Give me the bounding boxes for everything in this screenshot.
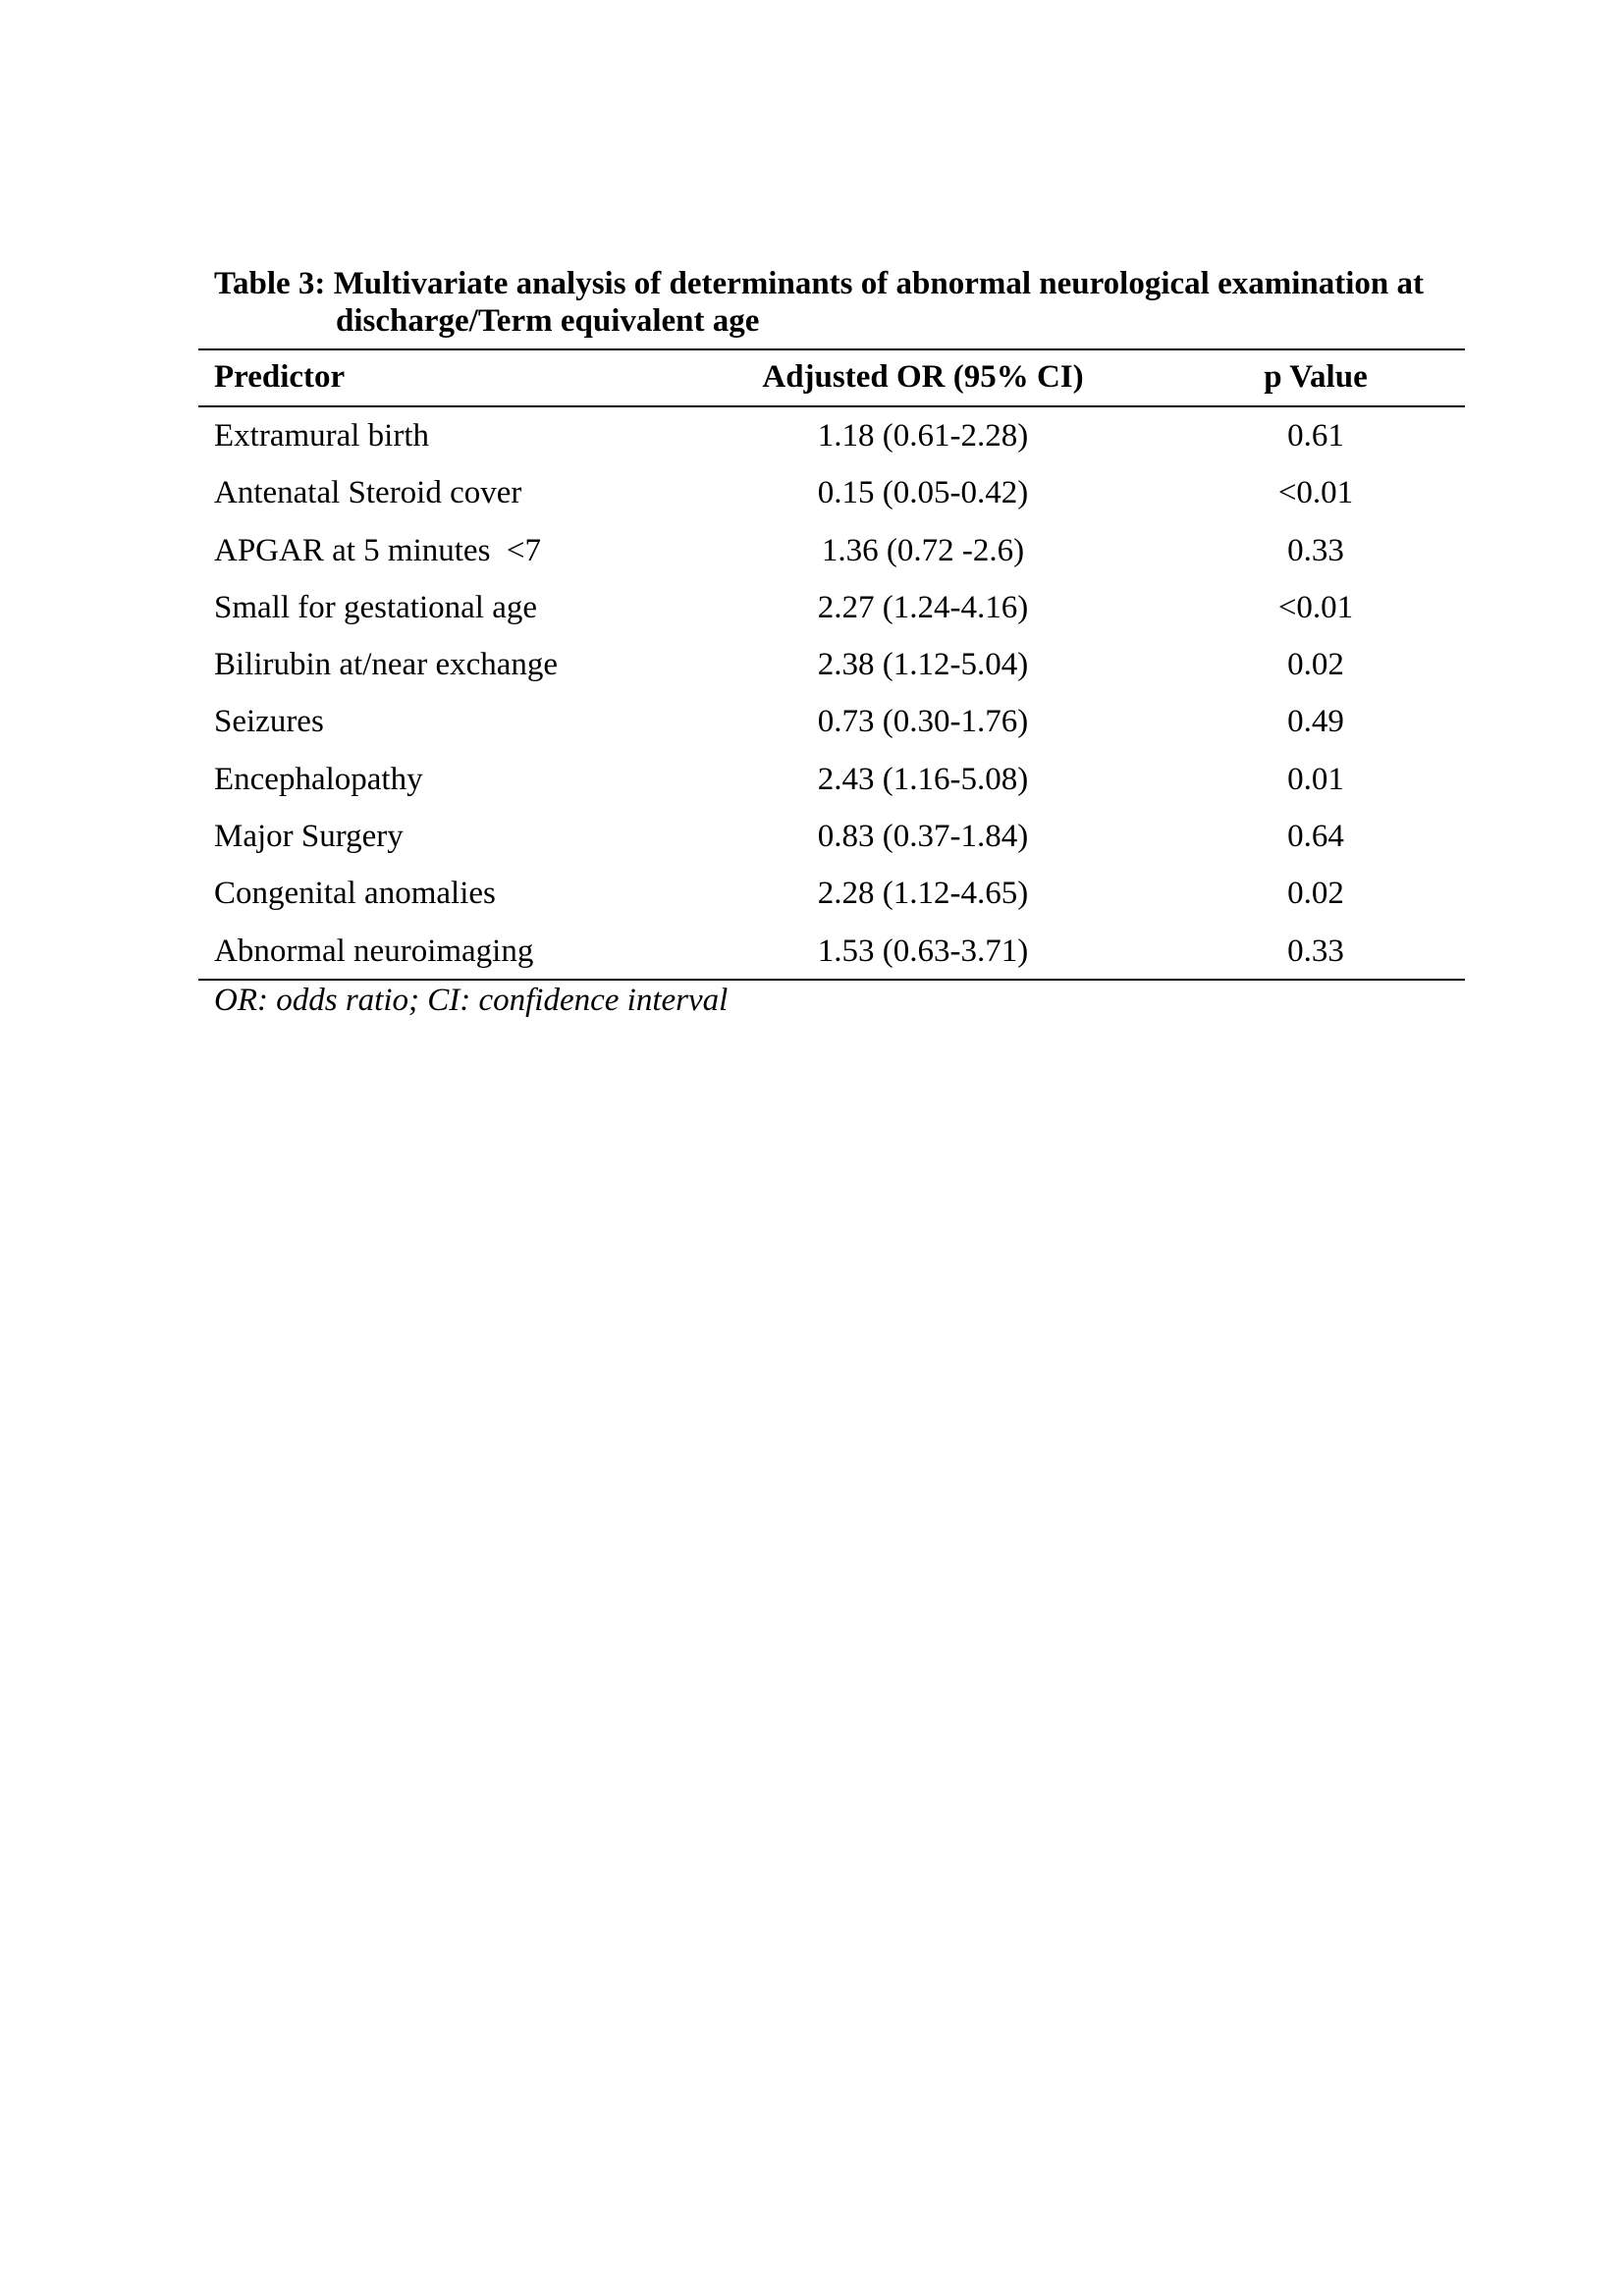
table-caption-line-2: discharge/Term equivalent age (336, 303, 760, 339)
table-caption (214, 265, 1471, 340)
cell-adjusted-or: 1.18 (0.61-2.28) (817, 418, 1029, 454)
cell-p-value: <0.01 (1277, 589, 1354, 625)
cell-p-value: 0.64 (1287, 819, 1344, 855)
table-row (0, 865, 1624, 922)
header-adjusted-or: Adjusted OR (95% CI) (762, 359, 1084, 395)
table-footnote: OR: odds ratio; CI: confidence interval (214, 983, 729, 1018)
header-predictor: Predictor (214, 359, 346, 395)
cell-adjusted-or: 0.15 (0.05-0.42) (817, 475, 1029, 511)
cell-adjusted-or: 2.38 (1.12-5.04) (817, 647, 1029, 683)
cell-p-value: 0.49 (1287, 704, 1344, 740)
cell-predictor: APGAR at 5 minutes <7 (214, 532, 542, 568)
cell-adjusted-or: 0.73 (0.30-1.76) (817, 704, 1029, 740)
cell-p-value: 0.02 (1287, 647, 1344, 683)
cell-adjusted-or: 1.53 (0.63-3.71) (817, 933, 1029, 969)
cell-p-value: 0.02 (1287, 876, 1344, 912)
cell-adjusted-or: 1.36 (0.72 -2.6) (821, 532, 1025, 568)
cell-p-value: 0.33 (1287, 532, 1344, 568)
table-row (0, 636, 1624, 693)
table-row (0, 693, 1624, 750)
cell-p-value: 0.33 (1287, 933, 1344, 969)
table-row (0, 808, 1624, 865)
table-row (0, 522, 1624, 579)
table-row (0, 464, 1624, 521)
table-row (0, 751, 1624, 808)
cell-adjusted-or: 0.83 (0.37-1.84) (817, 819, 1029, 855)
cell-predictor: Antenatal Steroid cover (214, 475, 522, 511)
cell-predictor: Encephalopathy (214, 761, 423, 797)
cell-adjusted-or: 2.43 (1.16-5.08) (817, 761, 1029, 797)
cell-p-value: <0.01 (1277, 475, 1354, 511)
table-caption-line-1: Table 3: Multivariate analysis of determinants of abnormal neurological examination at (214, 266, 1424, 301)
cell-predictor: Abnormal neuroimaging (214, 933, 534, 969)
table-row (0, 579, 1624, 636)
cell-predictor: Small for gestational age (214, 589, 537, 625)
table-row (0, 923, 1624, 980)
cell-adjusted-or: 2.28 (1.12-4.65) (817, 876, 1029, 912)
cell-predictor: Seizures (214, 704, 324, 740)
header-p-value: p Value (1264, 359, 1368, 395)
cell-predictor: Extramural birth (214, 418, 430, 454)
cell-predictor: Bilirubin at/near exchange (214, 647, 559, 683)
cell-adjusted-or: 2.27 (1.24-4.16) (817, 589, 1029, 625)
cell-p-value: 0.01 (1287, 761, 1344, 797)
cell-predictor: Major Surgery (214, 819, 404, 855)
table-row (0, 407, 1624, 464)
table-body (0, 407, 1624, 980)
cell-predictor: Congenital anomalies (214, 876, 496, 912)
cell-p-value: 0.61 (1287, 418, 1344, 454)
table-header-row (0, 348, 1624, 405)
